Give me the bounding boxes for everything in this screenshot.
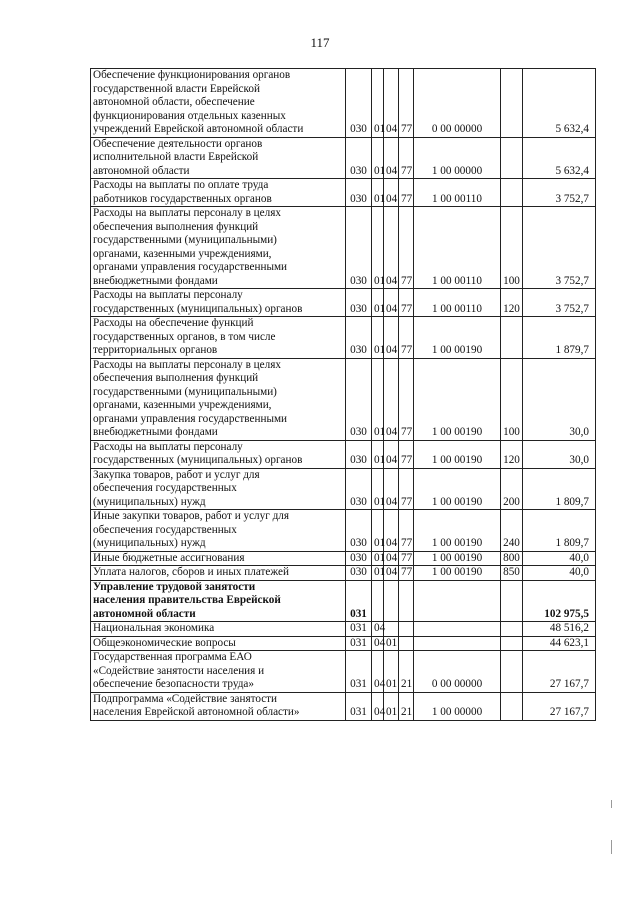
- expense-type-code: [501, 636, 523, 651]
- program-code: 77: [399, 207, 414, 289]
- amount: 44 623,1: [523, 636, 596, 651]
- amount: 5 632,4: [523, 69, 596, 138]
- target-code: 1 00 00190: [414, 510, 501, 552]
- program-code: 77: [399, 289, 414, 317]
- amount: 3 752,7: [523, 179, 596, 207]
- program-code: [399, 580, 414, 622]
- amount: 40,0: [523, 566, 596, 581]
- expense-type-code: [501, 651, 523, 693]
- program-code: 77: [399, 137, 414, 179]
- program-code: [399, 622, 414, 637]
- expense-type-code: [501, 622, 523, 637]
- table-row: [91, 289, 596, 317]
- program-code: 77: [399, 551, 414, 566]
- admin-code: 030: [346, 551, 372, 566]
- section-code: 01: [372, 137, 384, 179]
- subsection-code: 01: [384, 651, 399, 693]
- table-row: [91, 636, 596, 651]
- amount: 3 752,7: [523, 207, 596, 289]
- expense-name: Обеспечение функционирования органов государственной власти Еврейской автономной области, обеспечение функционирования отдельных казенных учреждений Еврейской автономной области: [91, 69, 346, 138]
- amount: 30,0: [523, 358, 596, 440]
- admin-code: 030: [346, 207, 372, 289]
- expense-type-code: 120: [501, 440, 523, 468]
- expense-name: Обеспечение деятельности органов исполнительной власти Еврейской автономной области: [91, 137, 346, 179]
- table-row: [91, 137, 596, 179]
- section-code: 01: [372, 566, 384, 581]
- target-code: 1 00 00190: [414, 358, 501, 440]
- target-code: 1 00 00190: [414, 468, 501, 510]
- subsection-code: 04: [384, 440, 399, 468]
- admin-code: 030: [346, 69, 372, 138]
- section-code: 01: [372, 207, 384, 289]
- amount: 3 752,7: [523, 289, 596, 317]
- subsection-code: 01: [384, 636, 399, 651]
- program-code: 21: [399, 692, 414, 720]
- table-row: [91, 317, 596, 359]
- target-code: 1 00 00190: [414, 551, 501, 566]
- expense-name: Уплата налогов, сборов и иных платежей: [91, 566, 346, 581]
- amount: 48 516,2: [523, 622, 596, 637]
- subsection-code: 04: [384, 137, 399, 179]
- admin-code: 030: [346, 440, 372, 468]
- subsection-code: 04: [384, 551, 399, 566]
- expense-type-code: 200: [501, 468, 523, 510]
- expense-type-code: 100: [501, 358, 523, 440]
- expense-name: Закупка товаров, работ и услуг для обеспечения государственных (муниципальных) нужд: [91, 468, 346, 510]
- amount: 1 809,7: [523, 510, 596, 552]
- program-code: 21: [399, 651, 414, 693]
- section-code: 04: [372, 636, 384, 651]
- expense-name: Управление трудовой занятости населения правительства Еврейской автономной области: [91, 580, 346, 622]
- expense-type-code: [501, 692, 523, 720]
- admin-code: 030: [346, 289, 372, 317]
- table-row: [91, 622, 596, 637]
- expense-name: Иные закупки товаров, работ и услуг для обеспечения государственных (муниципальных) нужд: [91, 510, 346, 552]
- expense-name: Расходы на обеспечение функций государственных органов, в том числе территориальных органов: [91, 317, 346, 359]
- expense-type-code: [501, 580, 523, 622]
- page-number: 117: [310, 35, 330, 50]
- admin-code: 031: [346, 622, 372, 637]
- table-row: [91, 510, 596, 552]
- expense-type-code: 120: [501, 289, 523, 317]
- subsection-code: [384, 622, 399, 637]
- budget-table: [90, 68, 596, 721]
- section-code: 01: [372, 468, 384, 510]
- table-row: [91, 692, 596, 720]
- admin-code: 030: [346, 510, 372, 552]
- subsection-code: 04: [384, 468, 399, 510]
- admin-code: 031: [346, 692, 372, 720]
- amount: 1 809,7: [523, 468, 596, 510]
- expense-type-code: 800: [501, 551, 523, 566]
- admin-code: 031: [346, 580, 372, 622]
- subsection-code: 04: [384, 179, 399, 207]
- target-code: 1 00 00190: [414, 440, 501, 468]
- target-code: 1 00 00110: [414, 179, 501, 207]
- subsection-code: 04: [384, 207, 399, 289]
- section-code: 01: [372, 289, 384, 317]
- admin-code: 030: [346, 358, 372, 440]
- target-code: 0 00 00000: [414, 651, 501, 693]
- expense-type-code: [501, 179, 523, 207]
- expense-name: Расходы на выплаты персоналу государственных (муниципальных) органов: [91, 440, 346, 468]
- subsection-code: 04: [384, 358, 399, 440]
- admin-code: 031: [346, 636, 372, 651]
- table-row: [91, 440, 596, 468]
- expense-name: Расходы на выплаты персоналу государственных (муниципальных) органов: [91, 289, 346, 317]
- section-code: 01: [372, 510, 384, 552]
- section-code: 04: [372, 622, 384, 637]
- expense-name: Национальная экономика: [91, 622, 346, 637]
- program-code: 77: [399, 358, 414, 440]
- section-code: 01: [372, 69, 384, 138]
- program-code: 77: [399, 510, 414, 552]
- subsection-code: [384, 580, 399, 622]
- admin-code: 030: [346, 137, 372, 179]
- amount: 40,0: [523, 551, 596, 566]
- subsection-code: 04: [384, 289, 399, 317]
- scan-mark: [611, 800, 612, 808]
- table-row: [91, 179, 596, 207]
- table-row: [91, 651, 596, 693]
- target-code: 1 00 00000: [414, 692, 501, 720]
- target-code: [414, 622, 501, 637]
- target-code: 0 00 00000: [414, 69, 501, 138]
- section-code: 01: [372, 179, 384, 207]
- table-row: [91, 566, 596, 581]
- target-code: [414, 636, 501, 651]
- table-row: [91, 207, 596, 289]
- expense-name: Расходы на выплаты персоналу в целях обеспечения выполнения функций государственными (муниципальными) органами, казенными учреждениями, органами управления государственными внебюджетными фондами: [91, 358, 346, 440]
- section-code: 01: [372, 358, 384, 440]
- amount: 27 167,7: [523, 692, 596, 720]
- section-code: 01: [372, 551, 384, 566]
- amount: 5 632,4: [523, 137, 596, 179]
- expense-name: Иные бюджетные ассигнования: [91, 551, 346, 566]
- expense-type-code: 240: [501, 510, 523, 552]
- amount: 30,0: [523, 440, 596, 468]
- program-code: 77: [399, 179, 414, 207]
- section-code: [372, 580, 384, 622]
- admin-code: 030: [346, 317, 372, 359]
- program-code: 77: [399, 468, 414, 510]
- target-code: 1 00 00190: [414, 566, 501, 581]
- section-code: 01: [372, 317, 384, 359]
- table-row: [91, 468, 596, 510]
- expense-name: Государственная программа ЕАО «Содействие занятости населения и обеспечение безопасности труда»: [91, 651, 346, 693]
- admin-code: 030: [346, 468, 372, 510]
- target-code: [414, 580, 501, 622]
- expense-type-code: 100: [501, 207, 523, 289]
- admin-code: 030: [346, 179, 372, 207]
- target-code: 1 00 00000: [414, 137, 501, 179]
- table-row: [91, 580, 596, 622]
- table-row: [91, 358, 596, 440]
- amount: 102 975,5: [523, 580, 596, 622]
- target-code: 1 00 00110: [414, 289, 501, 317]
- target-code: 1 00 00110: [414, 207, 501, 289]
- expense-type-code: [501, 69, 523, 138]
- amount: 27 167,7: [523, 651, 596, 693]
- expense-type-code: [501, 317, 523, 359]
- subsection-code: 04: [384, 69, 399, 138]
- program-code: 77: [399, 69, 414, 138]
- expense-name: Расходы на выплаты персоналу в целях обеспечения выполнения функций государственными (муниципальными) органами, казенными учреждениями, органами управления государственными внебюджетными фондами: [91, 207, 346, 289]
- expense-name: Расходы на выплаты по оплате труда работников государственных органов: [91, 179, 346, 207]
- table-row: [91, 551, 596, 566]
- subsection-code: 04: [384, 510, 399, 552]
- subsection-code: 04: [384, 317, 399, 359]
- subsection-code: 04: [384, 566, 399, 581]
- admin-code: 031: [346, 651, 372, 693]
- program-code: 77: [399, 566, 414, 581]
- target-code: 1 00 00190: [414, 317, 501, 359]
- section-code: 04: [372, 692, 384, 720]
- section-code: 04: [372, 651, 384, 693]
- subsection-code: 01: [384, 692, 399, 720]
- expense-name: Подпрограмма «Содействие занятости населения Еврейской автономной области»: [91, 692, 346, 720]
- section-code: 01: [372, 440, 384, 468]
- expense-type-code: [501, 137, 523, 179]
- program-code: 77: [399, 440, 414, 468]
- program-code: [399, 636, 414, 651]
- table-row: [91, 69, 596, 138]
- expense-name: Общеэкономические вопросы: [91, 636, 346, 651]
- program-code: 77: [399, 317, 414, 359]
- expense-type-code: 850: [501, 566, 523, 581]
- admin-code: 030: [346, 566, 372, 581]
- scan-mark: [611, 840, 612, 854]
- amount: 1 879,7: [523, 317, 596, 359]
